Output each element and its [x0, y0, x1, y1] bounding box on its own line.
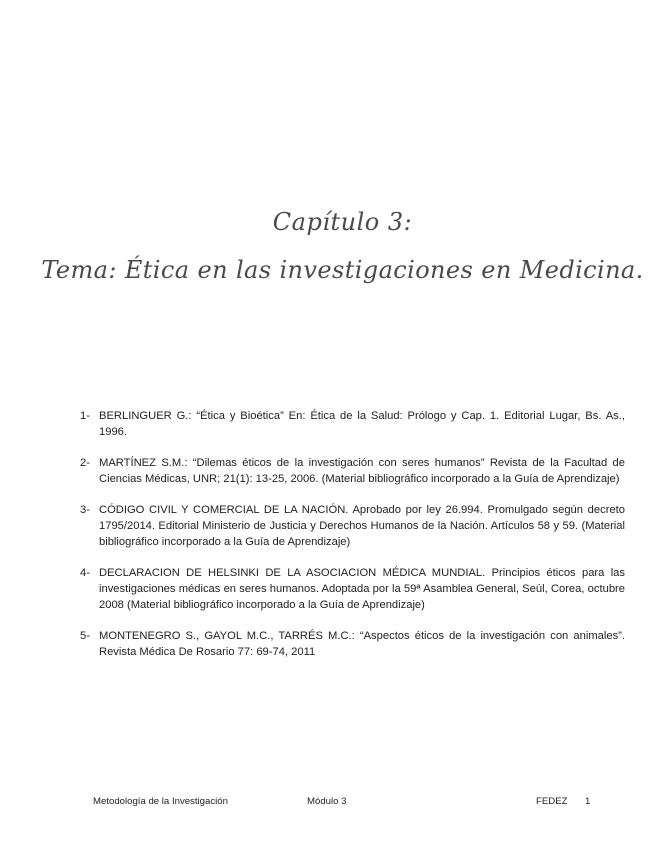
footer-org: FEDEZ: [536, 796, 568, 807]
footer-course: Metodología de la Investigación: [93, 796, 228, 807]
reference-number: 3-: [80, 504, 90, 516]
reference-number: 4-: [80, 567, 90, 579]
reference-item: [80, 628, 625, 660]
footer-page-number: 1: [585, 796, 591, 807]
reference-item: [80, 408, 625, 440]
reference-number: 5-: [80, 630, 90, 642]
reference-text: DECLARACION DE HELSINKI DE LA ASOCIACION MÉDICA MUNDIAL. Principios éticos para las investigaciones médicas en seres humanos. Adoptada por la 59ª Asamblea General, Seúl, Corea, octubre 2008 (Material bibliográfico incorporado a la Guía de Aprendizaje): [99, 567, 625, 611]
reference-item: [80, 565, 625, 613]
reference-number: 2-: [80, 457, 90, 469]
topic-title: Tema: Ética en las investigaciones en Medicina.: [41, 256, 644, 284]
page-footer: [0, 796, 655, 812]
reference-list: [80, 408, 625, 675]
footer-module: Módulo 3: [307, 796, 347, 807]
reference-item: [80, 502, 625, 550]
chapter-title: Capítulo 3:: [272, 208, 413, 236]
reference-text: MARTÍNEZ S.M.: “Dilemas éticos de la investigación con seres humanos” Revista de la Facultad de Ciencias Médicas, UNR; 21(1): 13-25, 2006. (Material bibliográfico incorporado a la Guía de Aprendizaje): [99, 457, 625, 485]
reference-number: 1-: [80, 410, 90, 422]
reference-item: [80, 455, 625, 487]
reference-text: BERLINGUER G.: “Ética y Bioética” En: Ética de la Salud: Prólogo y Cap. 1. Editorial Lugar, Bs. As., 1996.: [99, 410, 625, 438]
reference-text: CÓDIGO CIVIL Y COMERCIAL DE LA NACIÓN. Aprobado por ley 26.994. Promulgado según decreto 1795/2014. Editorial Ministerio de Justicia y Derechos Humanos de la Nación. Artículos 58 y 59. (Material bibliográfico incorporado a la Guía de Aprendizaje): [99, 504, 625, 548]
reference-text: MONTENEGRO S., GAYOL M.C., TARRÉS M.C.: “Aspectos éticos de la investigación con animales”. Revista Médica De Rosario 77: 69-74, 2011: [99, 630, 625, 658]
